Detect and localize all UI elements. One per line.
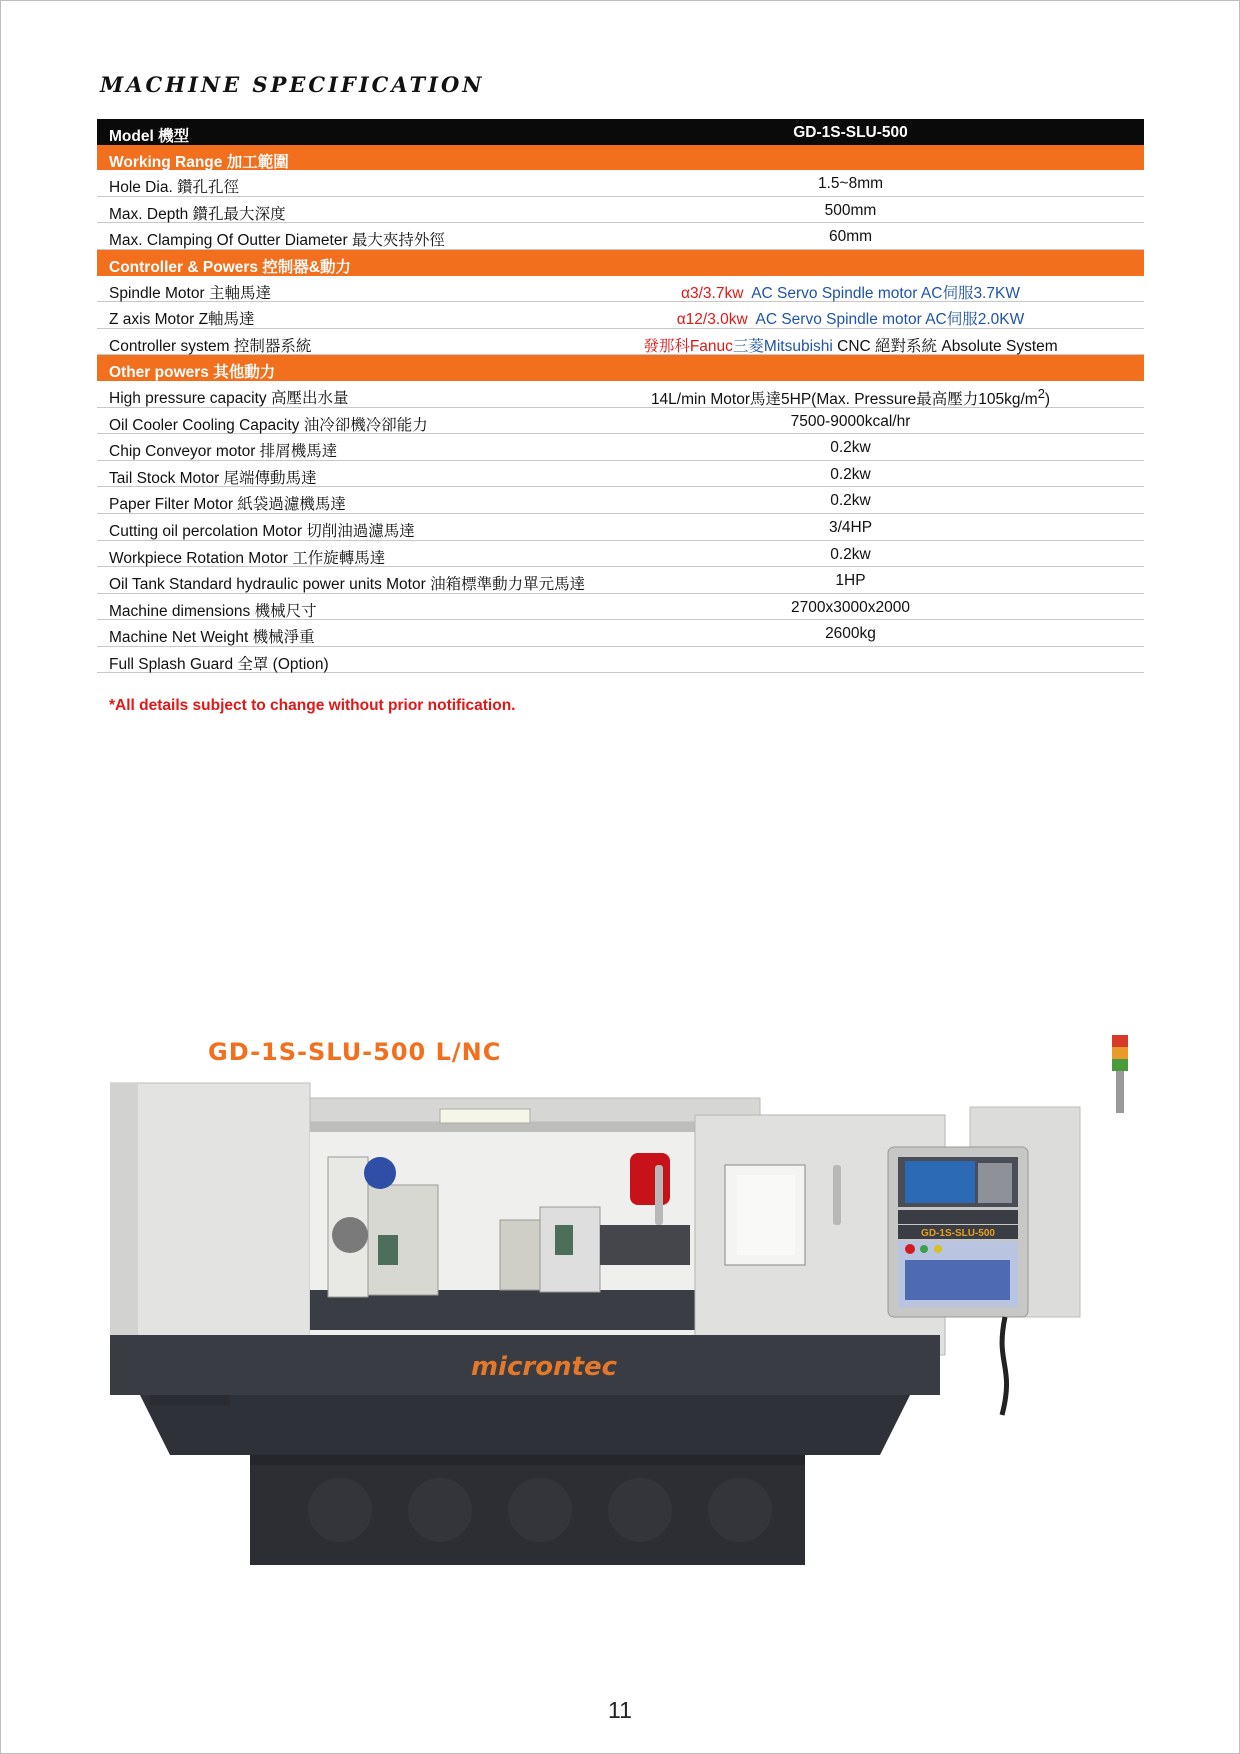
- machine-model-title: GD-1S-SLU-500 L/NC: [208, 1038, 502, 1066]
- row-label: Oil Tank Standard hydraulic power units Motor 油箱標準動力單元馬達: [109, 576, 586, 594]
- page-number: 11: [608, 1697, 632, 1723]
- spec-header-row: [97, 119, 1144, 145]
- row-value: 1HP: [835, 572, 866, 590]
- row-label: Machine dimensions 機械尺寸: [109, 602, 317, 620]
- row-value: 0.2kw: [830, 545, 871, 563]
- table-row: [97, 620, 1144, 647]
- row-value: 60mm: [828, 228, 873, 246]
- row-label: Cutting oil percolation Motor 切削油過濾馬達: [109, 522, 415, 540]
- row-value: 0.2kw: [830, 492, 871, 510]
- panel-label: GD-1S-SLU-500: [921, 1228, 995, 1239]
- controller-fanuc: 發那科Fanuc: [643, 337, 733, 355]
- table-row: [97, 223, 1144, 250]
- table-row: [97, 170, 1144, 197]
- row-value: [557, 386, 1144, 409]
- row-label: Max. Clamping Of Outter Diameter 最大夾持外徑: [109, 232, 445, 250]
- row-value: 2700x3000x2000: [791, 598, 910, 616]
- control-panel[interactable]: [888, 1147, 1028, 1317]
- table-row: [97, 647, 1144, 674]
- row-label: Tail Stock Motor 尾端傳動馬達: [109, 469, 317, 487]
- row-label: Z axis Motor Z軸馬達: [109, 311, 255, 329]
- high-pressure-tail: ): [1044, 391, 1051, 409]
- row-value: [557, 334, 1144, 356]
- table-row: [97, 434, 1144, 461]
- table-row: [97, 461, 1144, 488]
- table-row: [97, 594, 1144, 621]
- model-value: GD-1S-SLU-500: [793, 124, 908, 141]
- row-value: 2600kg: [825, 625, 876, 643]
- row-label: Controller system 控制器系統: [109, 337, 312, 355]
- table-row: [97, 487, 1144, 514]
- table-row-controller-system: [97, 329, 1144, 356]
- row-label: Machine Net Weight 機械淨重: [109, 629, 315, 647]
- model-label: Model 機型: [109, 128, 190, 145]
- row-label: Max. Depth 鑽孔最大深度: [109, 205, 286, 223]
- section-other-powers: [97, 355, 1144, 381]
- row-label: Workpiece Rotation Motor 工作旋轉馬達: [109, 549, 386, 567]
- section-title: Other powers 其他動力: [109, 364, 276, 382]
- row-label: Paper Filter Motor 紙袋過濾機馬達: [109, 496, 346, 514]
- spindle-desc: AC Servo Spindle motor AC伺服3.7KW: [751, 284, 1020, 302]
- disclaimer-note: *All details subject to change without prior notification.: [109, 697, 516, 714]
- row-label: High pressure capacity 高壓出水量: [109, 389, 349, 407]
- table-row: [97, 514, 1144, 541]
- table-row-spindle-motor: [97, 276, 1144, 303]
- section-title: Working Range 加工範圍: [109, 153, 289, 171]
- controller-system-desc: CNC 絕對系統 Absolute System: [837, 337, 1058, 355]
- page-heading: MACHINE SPECIFICATION: [100, 72, 485, 97]
- row-label: Full Splash Guard 全罩 (Option): [109, 655, 329, 673]
- superscript: 2: [1037, 385, 1045, 401]
- row-value: 0.2kw: [830, 465, 871, 483]
- z-axis-model: α12/3.0kw: [676, 311, 748, 329]
- brand-logo: microntec: [470, 1352, 618, 1382]
- row-value: 1.5~8mm: [817, 175, 884, 193]
- high-pressure-value: 14L/min Motor馬達5HP(Max. Pressure最高壓力105kg/m: [650, 391, 1038, 409]
- row-label: Chip Conveyor motor 排屑機馬達: [109, 443, 338, 461]
- table-row: [97, 567, 1144, 594]
- row-label: Oil Cooler Cooling Capacity 油冷卻機冷卻能力: [109, 416, 428, 434]
- section-title: Controller & Powers 控制器&動力: [109, 258, 351, 276]
- table-row: [97, 541, 1144, 568]
- table-row: [97, 197, 1144, 224]
- row-value: 7500-9000kcal/hr: [790, 412, 911, 430]
- spec-table: [97, 119, 1144, 673]
- machine-illustration: [110, 1035, 1170, 1635]
- row-value: 500mm: [824, 201, 877, 219]
- row-value: 0.2kw: [830, 439, 871, 457]
- spindle-model: α3/3.7kw: [681, 284, 744, 302]
- table-row-z-axis-motor: [97, 302, 1144, 329]
- controller-mitsubishi: 三菱Mitsubishi: [732, 337, 833, 355]
- row-label: Spindle Motor 主軸馬達: [109, 284, 271, 302]
- signal-tower-icon: [1112, 1035, 1128, 1113]
- row-value: [557, 307, 1144, 329]
- section-working-range: [97, 145, 1144, 171]
- table-row-high-pressure: [97, 381, 1144, 408]
- row-value: [557, 281, 1144, 303]
- table-row: [97, 408, 1144, 435]
- section-controller-powers: [97, 250, 1144, 276]
- row-value: 3/4HP: [828, 518, 873, 536]
- row-label: Hole Dia. 鑽孔孔徑: [109, 179, 240, 197]
- z-axis-desc: AC Servo Spindle motor AC伺服2.0KW: [755, 311, 1025, 329]
